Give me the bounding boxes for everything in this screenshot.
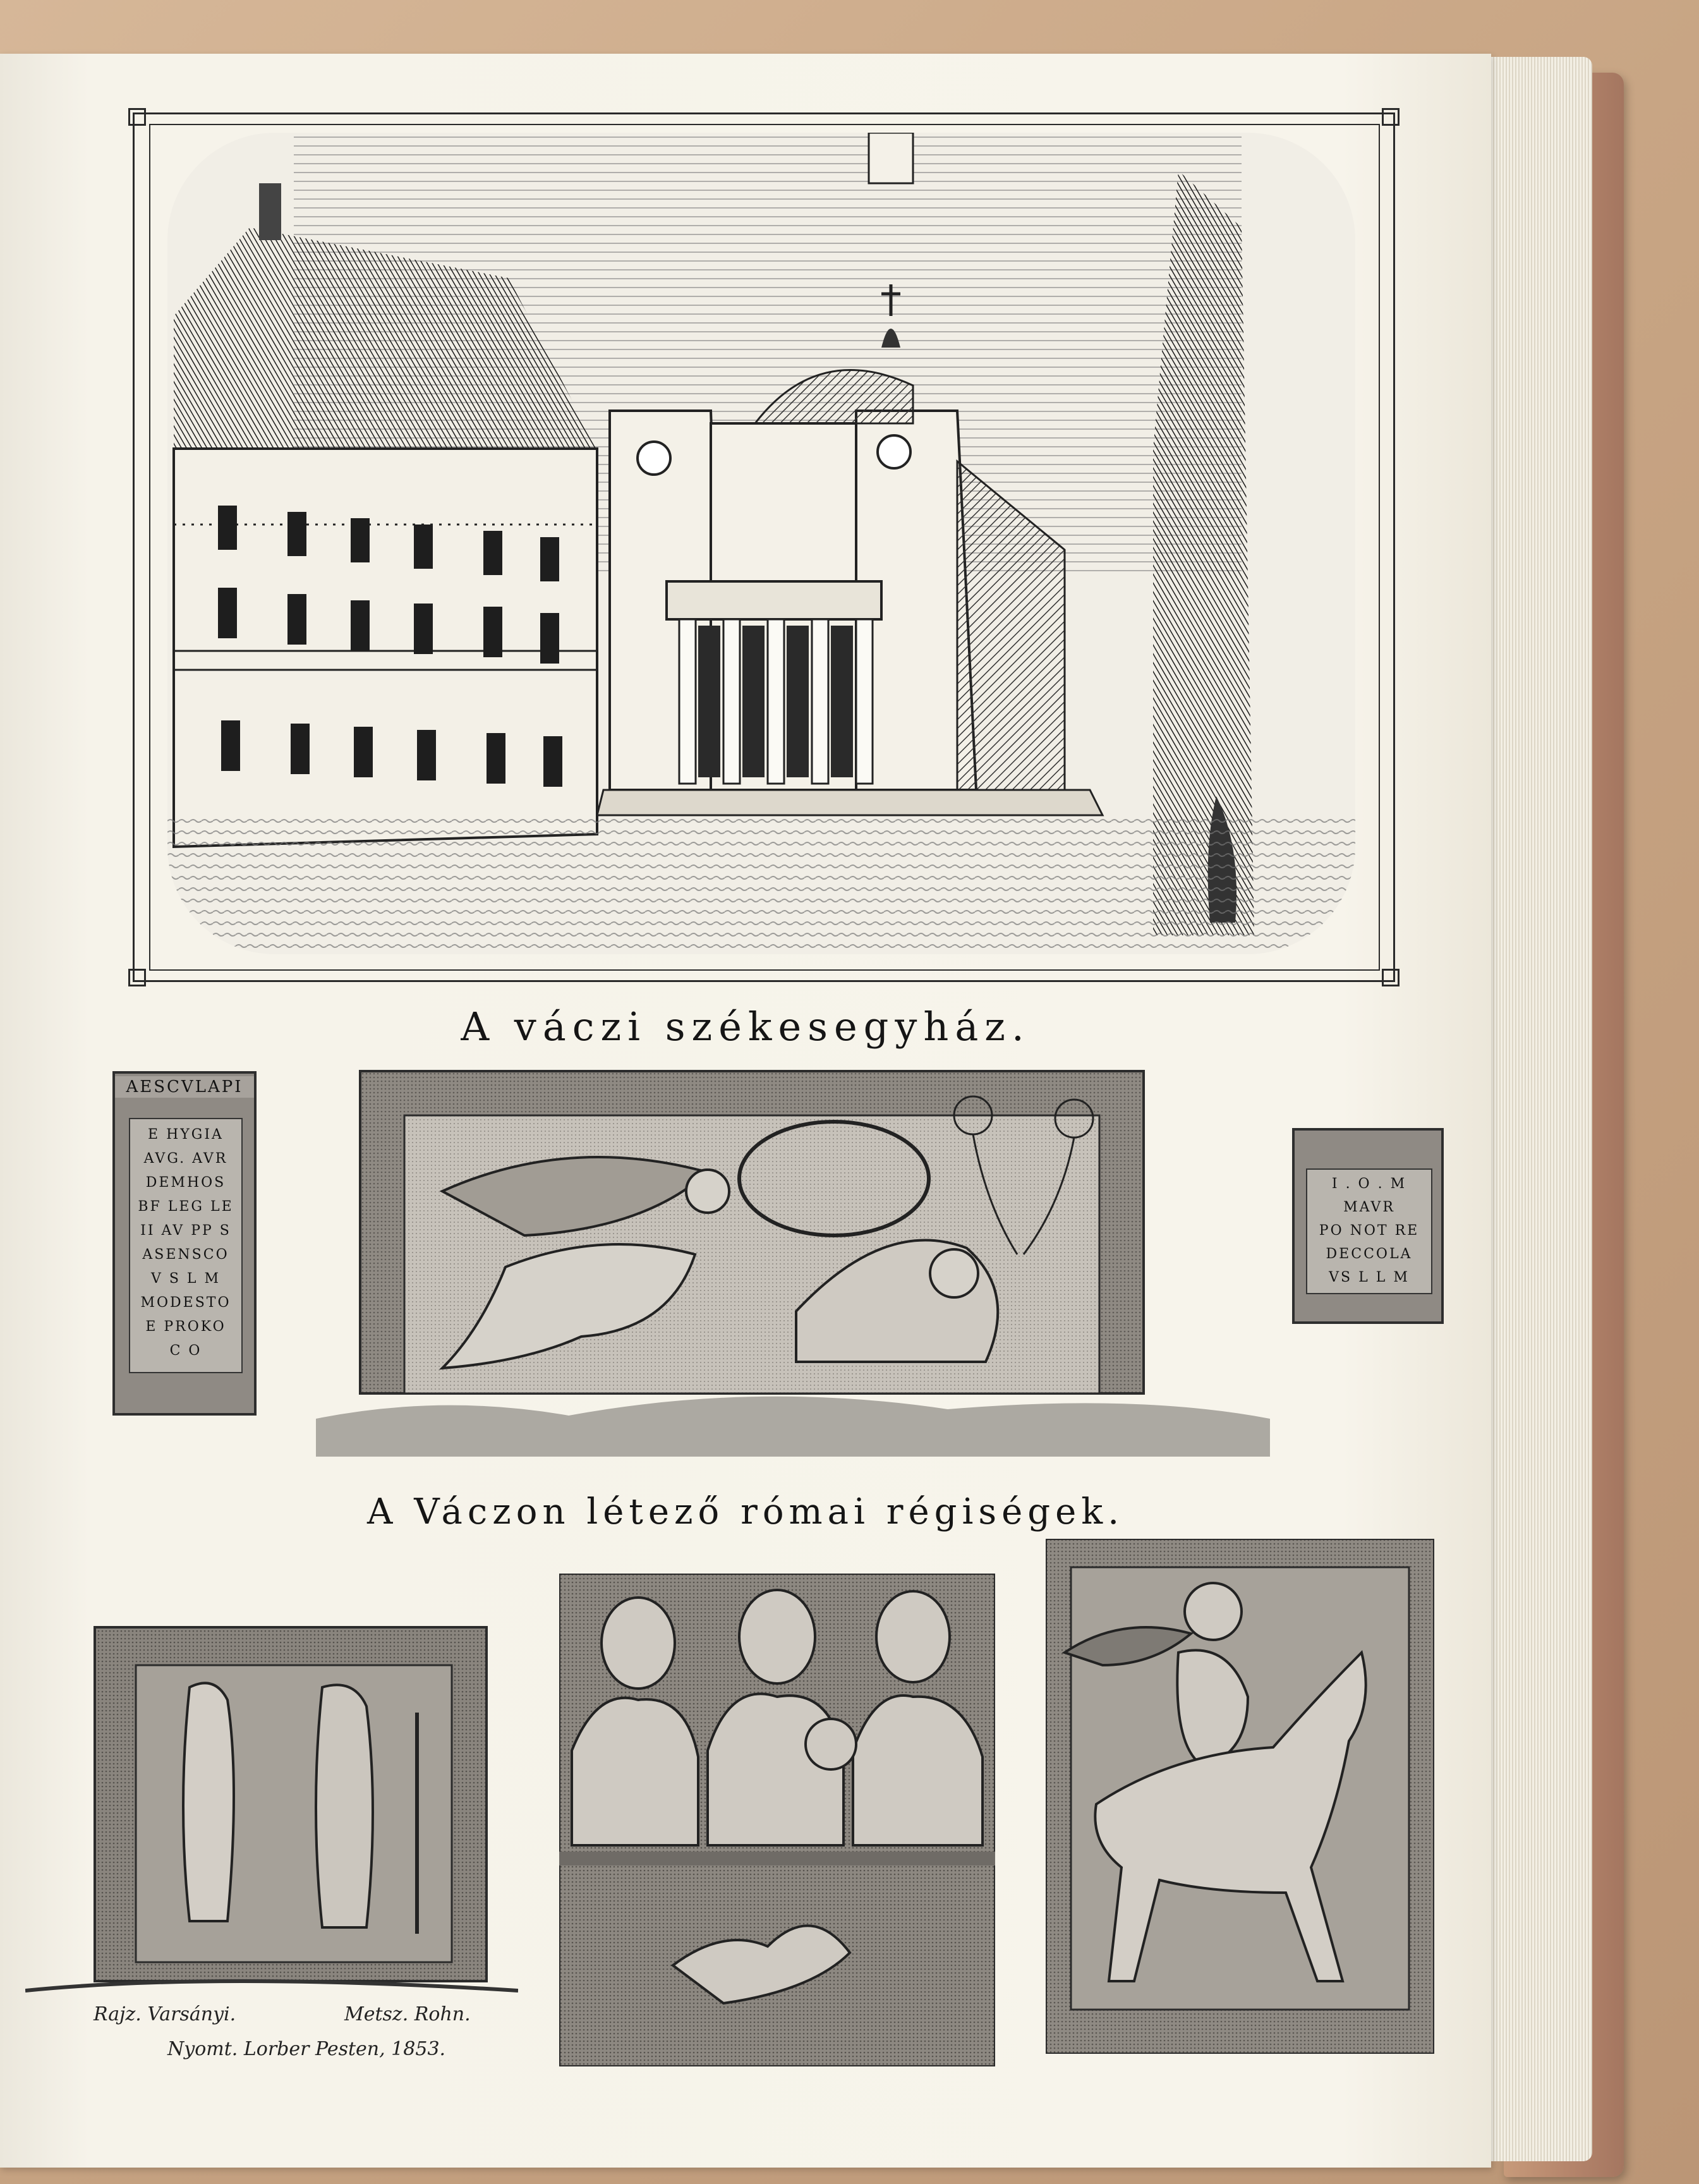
inscription-line: BF LEG LE — [138, 1199, 234, 1215]
signature-engraved-by: Metsz. Rohn. — [344, 2003, 471, 2025]
inscription-line: VS L L M — [1329, 1270, 1410, 1285]
altar-header: AESCVLAPI — [115, 1076, 254, 1098]
frame-corner-ornament — [128, 108, 146, 126]
relief-two-figures — [25, 1618, 518, 1997]
altar-stone-right — [1292, 1128, 1444, 1324]
frame-corner-ornament — [128, 969, 146, 986]
page-edges — [1478, 57, 1592, 2161]
caption-cathedral: A váczi székesegyház. — [461, 1004, 1031, 1050]
inscription-line: I . O . M — [1331, 1176, 1407, 1192]
cathedral-engraving — [167, 133, 1355, 954]
signature-drawn-by: Rajz. Varsányi. — [94, 2003, 236, 2025]
inscription-line: AVG. AVR — [143, 1151, 228, 1167]
inscription-line: V S L M — [150, 1271, 221, 1287]
inscription-line: ASENSCO — [142, 1247, 229, 1263]
inscription-line: DEMHOS — [145, 1175, 226, 1191]
relief-horseman — [1046, 1539, 1434, 2054]
inscription-line: DECCOLA — [1326, 1246, 1413, 1262]
inscription-line: MAVR — [1343, 1199, 1395, 1215]
altar-inscription-panel — [1306, 1168, 1432, 1294]
altar-stone-left — [112, 1071, 257, 1416]
inscription-line: E PROKO — [145, 1319, 226, 1335]
inscription-line: PO NOT RE — [1319, 1223, 1420, 1239]
relief-flying-genius — [316, 1065, 1270, 1457]
inscription-line: E HYGIA — [148, 1127, 224, 1143]
caption-roman-antiquities: A Váczon létező római régiségek. — [366, 1491, 1125, 1532]
frame-corner-ornament — [1382, 969, 1400, 986]
relief-family-busts — [559, 1574, 995, 2066]
signature-printed-by: Nyomt. Lorber Pesten, 1853. — [167, 2038, 446, 2060]
inscription-line: MODESTO — [140, 1295, 231, 1311]
inscription-line: C O — [169, 1343, 202, 1359]
altar-inscription-panel — [129, 1118, 243, 1373]
inscription-line: II AV PP S — [140, 1223, 231, 1239]
frame-corner-ornament — [1382, 108, 1400, 126]
